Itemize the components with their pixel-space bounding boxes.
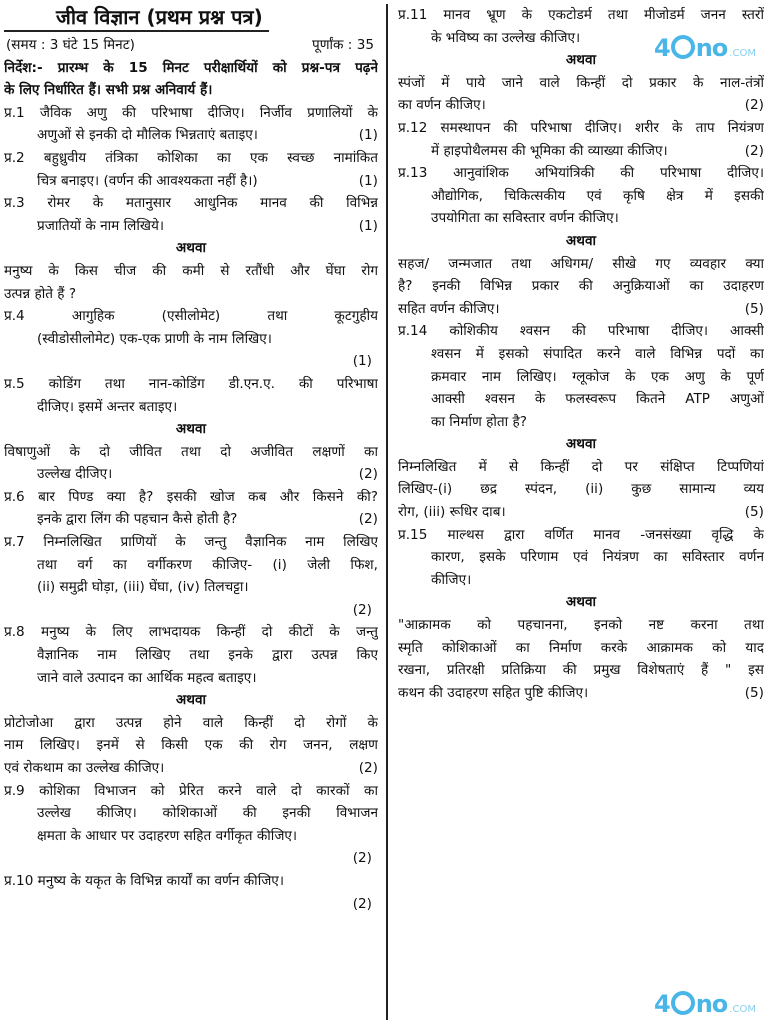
- question-text: प्रजातियों के नाम लिखिये।: [37, 217, 165, 234]
- logo-o-icon: [671, 991, 695, 1015]
- watermark-logo-top: [654, 34, 756, 62]
- question-text: कथन की उदाहरण सहित पुष्टि कीजिए।: [398, 684, 589, 701]
- question-text: क्रमवार नाम लिखिए। ग्लूकोज के एक अणु के पूर्ण: [431, 368, 764, 385]
- logo-o-icon: [671, 35, 695, 59]
- question-11-alternative: [398, 72, 764, 117]
- question-15: [398, 524, 764, 592]
- question-text: स्पंजों में पाये जाने वाले किन्हीं दो प्रकार के नाल-तंत्रों: [398, 74, 764, 91]
- question-4: [4, 305, 378, 373]
- question-text: क्षमता के आधार पर उदाहरण सहित वर्गीकृत कीजिए।: [37, 827, 298, 844]
- question-text: सहित वर्णन कीजिए।: [398, 300, 500, 317]
- marks: (2): [358, 760, 378, 776]
- question-text: रोग, (iii) रूधिर दाब।: [398, 504, 506, 521]
- question-text: जाने वाले उत्पादन का आर्थिक महत्व बताइए।: [37, 669, 257, 686]
- title-row: [4, 4, 378, 32]
- max-marks: पूर्णांक : 35: [311, 37, 374, 53]
- question-14: [398, 320, 764, 433]
- question-text: दीजिए। इसमें अन्तर बताइए।: [37, 398, 178, 415]
- question-text: चित्र बनाइए। (वर्णन की आवश्यकता नहीं है।): [37, 172, 258, 189]
- left-column: [4, 4, 378, 915]
- question-text: का निर्माण होता है?: [431, 413, 527, 430]
- question-5: [4, 373, 378, 418]
- question-text: प्र.1 जैविक अणु की परिभाषा दीजिए। निर्जीव प्रणालियों के: [4, 104, 378, 121]
- question-10: [4, 870, 378, 915]
- question-text: उल्लेख कीजिए। कोशिकाओं की इनकी विभाजन: [37, 805, 378, 822]
- marks: (5): [744, 504, 764, 521]
- question-text: रखना, प्रतिरक्षी प्रतिक्रिया की प्रमुख विशेषताएं हैं " इस: [398, 662, 764, 679]
- question-3: [4, 192, 378, 237]
- question-text: विषाणुओं के दो जीवित तथा दो अजीवित लक्षणों का: [4, 443, 378, 460]
- question-text: इनके द्वारा लिंग की पहचान कैसे होती है?: [37, 511, 238, 528]
- time-allowed: (समय : 3 घंटे 15 मिनट): [6, 37, 135, 53]
- marks: (2): [744, 142, 764, 159]
- marks: (2): [358, 466, 378, 483]
- marks: (2): [352, 895, 372, 912]
- question-13: [398, 162, 764, 230]
- question-text: उत्पन्न होते हैं ?: [4, 285, 77, 302]
- question-text: प्र.10 मनुष्य के यकृत के विभिन्न कार्यों का वर्णन कीजिए।: [4, 872, 284, 889]
- or-label: अथवा: [565, 594, 597, 611]
- question-6: [4, 486, 378, 531]
- question-text: प्रोटोजोआ द्वारा उत्पन्न होने वाले किन्हीं दो रोगों के: [4, 714, 378, 731]
- or-label: अथवा: [565, 52, 597, 69]
- question-text: आक्सी श्वसन के फलस्वरूप कितने ATP अणुओं: [431, 391, 764, 408]
- question-text: प्र.5 कोडिंग तथा नान-कोडिंग डी.एन.ए. की परिभाषा: [4, 375, 378, 392]
- instructions: [4, 57, 378, 102]
- question-text: प्र.15 माल्थस द्वारा वर्णित मानव -जनसंख्या वृद्धि के: [398, 526, 764, 543]
- question-text: नाम लिखिए। इनमें से किसी एक की रोग जनन, लक्षण: [4, 737, 378, 754]
- question-7: [4, 531, 378, 621]
- question-text: प्र.9 कोशिका विभाजन को प्रेरित करने वाले दो कारकों का: [4, 782, 378, 799]
- question-12: [398, 117, 764, 162]
- or-label: अथवा: [175, 240, 207, 257]
- question-text: स्मृति कोशिकाओं का निर्माण करके आक्रामक को याद: [398, 639, 764, 656]
- question-text: प्र.12 समस्थापन की परिभाषा दीजिए। शरीर के ताप नियंत्रण: [398, 119, 764, 136]
- question-9: [4, 780, 378, 870]
- logo-text: no: [695, 990, 728, 1018]
- question-text: तथा वर्ग का वर्गीकरण कीजिए- (i) जेली फिश,: [37, 556, 378, 573]
- question-text: के भविष्य का उल्लेख कीजिए।: [431, 29, 581, 46]
- question-text: लिखिए-(i) छद्र स्पंदन, (ii) कुछ सामान्य व्यय: [398, 481, 764, 498]
- question-text: प्र.2 बहुध्रुवीय तंत्रिका कोशिका का एक स्वच्छ नामांकित: [4, 149, 378, 166]
- marks: (1): [358, 217, 378, 234]
- marks: (1): [358, 127, 378, 144]
- question-text: "आक्रामक को पहचानना, इनको नष्ट करना तथा: [398, 617, 764, 634]
- question-text: अणुओं से इनकी दो मौलिक भिन्नताएं बताइए।: [37, 127, 258, 144]
- question-text: (ii) समुद्री घोड़ा, (iii) घेंघा, (iv) तिलचट्टा।: [37, 579, 249, 596]
- question-text: प्र.6 बार पिण्ड क्या है? इसकी खोज कब और किसने की?: [4, 488, 378, 505]
- question-text: में हाइपोथैलमस की भूमिका की व्याख्या कीजिए।: [431, 142, 668, 159]
- marks: (1): [358, 172, 378, 189]
- question-text: प्र.4 आगुहिक (एसीलोमेट) तथा कूटगुहीय: [4, 308, 378, 325]
- meta-row: [4, 34, 378, 57]
- logo-text: 4: [654, 34, 670, 62]
- or-label: अथवा: [565, 436, 597, 453]
- or-label: अथवा: [175, 421, 207, 438]
- logo-text: 4: [654, 990, 670, 1018]
- question-text: मनुष्य के किस चीज की कमी से रतौंधी और घेंघा रोग: [4, 262, 378, 279]
- question-8-alternative: [4, 712, 378, 780]
- question-text: उल्लेख दीजिए।: [37, 466, 113, 483]
- question-text: है? इनकी विभिन्न प्रकार की अनुक्रियाओं का उदाहरण: [398, 278, 764, 295]
- question-text: निम्नलिखित में से किन्हीं दो पर संक्षिप्त टिप्पणियां: [398, 458, 764, 475]
- right-column: [398, 4, 764, 704]
- question-text: प्र.14 कोशिकीय श्वसन की परिभाषा दीजिए। आक्सी: [398, 323, 764, 340]
- question-text: प्र.7 निम्नलिखित प्राणियों के जन्तु वैज्ञानिक नाम लिखिए: [4, 534, 378, 551]
- instruction-line: के लिए निर्धारित हैं। सभी प्रश्न अनिवार्य हैं।: [4, 82, 213, 99]
- logo-text: no: [695, 34, 728, 62]
- question-15-alternative: [398, 614, 764, 704]
- question-text: वैज्ञानिक नाम लिखिए तथा इनके द्वारा उत्पन्न किए: [37, 647, 378, 664]
- logo-domain: .COM: [729, 1004, 756, 1015]
- or-label: अथवा: [565, 232, 597, 249]
- or-label: अथवा: [175, 692, 207, 709]
- marks: (2): [352, 850, 372, 867]
- question-text: उपयोगिता का सविस्तार वर्णन कीजिए।: [431, 210, 619, 227]
- question-text: प्र.13 आनुवांशिक अभियांत्रिकी की परिभाषा दीजिए।: [398, 165, 764, 182]
- question-text: (स्वीडोसीलोमेट) एक-एक प्राणी के नाम लिखिए।: [37, 330, 272, 347]
- marks: (2): [352, 601, 372, 618]
- marks: (5): [744, 684, 764, 701]
- question-text: एवं रोकथाम का उल्लेख कीजिए।: [4, 760, 165, 776]
- paper-title: जीव विज्ञान (प्रथम प्रश्न पत्र): [4, 4, 269, 32]
- question-13-alternative: [398, 253, 764, 321]
- question-text: कारण, इसके परिणाम एवं नियंत्रण का सविस्तार वर्णन: [431, 549, 764, 566]
- instruction-line: निर्देश:- प्रारम्भ के 15 मिनट परीक्षार्थियों को प्रश्न-पत्र पढ़ने: [4, 59, 378, 76]
- question-text: सहज/ जन्मजात तथा अधिगम/ सीखे गए व्यवहार क्या: [398, 255, 764, 272]
- marks: (2): [744, 97, 764, 114]
- question-text: प्र.11 मानव भ्रूण के एकटोडर्म तथा मीजोडर्म जनन स्तरों: [398, 7, 764, 23]
- marks: (5): [744, 300, 764, 317]
- question-2: [4, 147, 378, 192]
- marks: (2): [358, 511, 378, 528]
- question-text: प्र.8 मनुष्य के लिए लाभदायक किन्हीं दो कीटों के जन्तु: [4, 624, 378, 641]
- question-text: प्र.3 रोमर के मतानुसार आधुनिक मानव की विभिन्न: [4, 195, 378, 212]
- question-text: श्वसन में इसको संपादित करने वाले विभिन्न पदों का: [431, 345, 764, 362]
- question-text: का वर्णन कीजिए।: [398, 97, 486, 114]
- marks: (1): [352, 353, 372, 370]
- question-5-alternative: [4, 441, 378, 486]
- question-14-alternative: [398, 456, 764, 524]
- question-8: [4, 621, 378, 689]
- question-text: औद्योगिक, चिकित्सकीय एवं कृषि क्षेत्र में इसकी: [431, 187, 764, 204]
- column-divider: [386, 4, 388, 1020]
- question-1: [4, 102, 378, 147]
- question-3-alternative: [4, 260, 378, 305]
- logo-domain: .COM: [729, 48, 756, 59]
- watermark-logo-bottom: [654, 990, 756, 1018]
- question-text: कीजिए।: [431, 571, 472, 588]
